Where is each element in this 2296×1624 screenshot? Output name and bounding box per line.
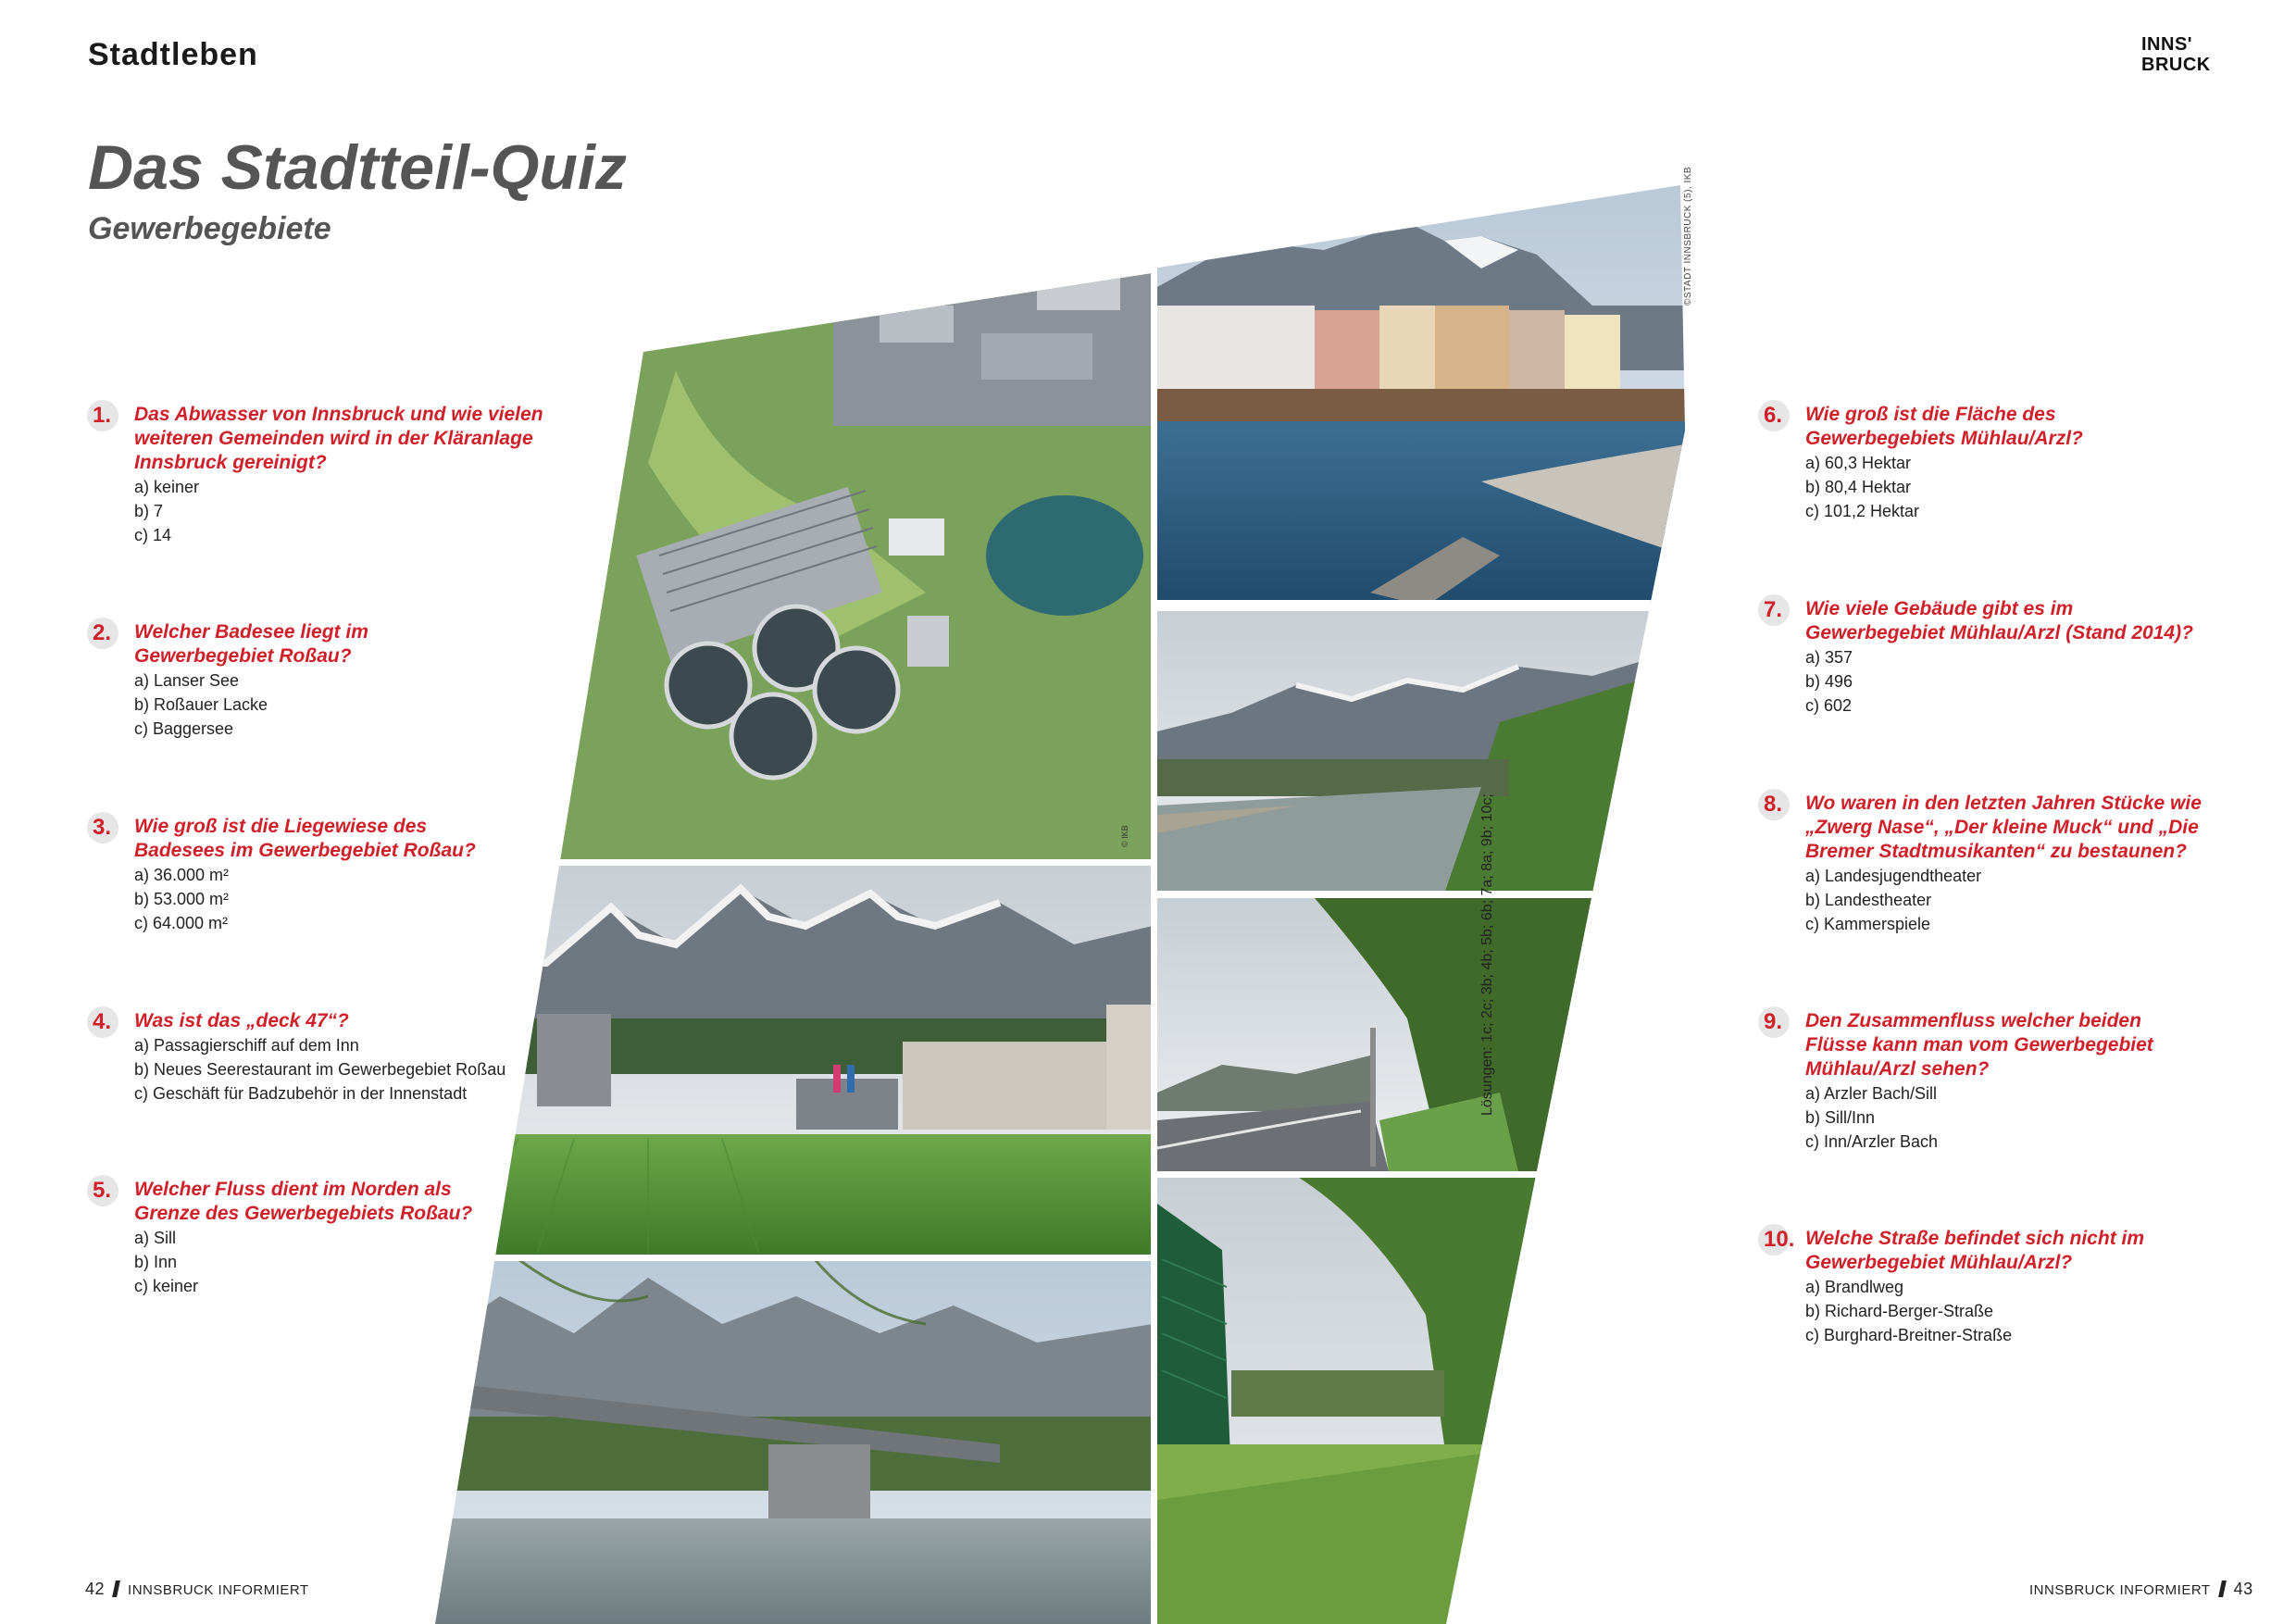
answer-option: a) Passagierschiff auf dem Inn bbox=[134, 1036, 359, 1055]
answer-option: a) Landesjugendtheater bbox=[1805, 867, 1982, 885]
answer-option: b) Neues Seerestaurant im Gewerbegebiet Roßau bbox=[134, 1060, 506, 1079]
answer-option: a) Lanser See bbox=[134, 671, 240, 690]
answer-option: b) Inn bbox=[134, 1253, 178, 1271]
question-number: 8. bbox=[1764, 792, 1783, 817]
answer-option: b) 7 bbox=[134, 502, 164, 520]
photo-inn-houses bbox=[1157, 185, 1685, 606]
answer-option: a) Arzler Bach/Sill bbox=[1805, 1084, 1938, 1103]
question-1 bbox=[93, 403, 555, 547]
answer-option: b) 80,4 Hektar bbox=[1805, 478, 1912, 496]
photo-road-trees bbox=[1157, 898, 1685, 1171]
answer-option: c) Inn/Arzler Bach bbox=[1805, 1132, 1939, 1151]
answer-option: a) 357 bbox=[1805, 648, 1853, 667]
answer-option: b) Richard-Berger-Straße bbox=[1805, 1302, 1994, 1320]
footer-divider bbox=[2218, 1580, 2227, 1597]
page-number-left: 42 bbox=[85, 1580, 106, 1598]
photo-bridge bbox=[417, 1259, 1153, 1624]
question-4 bbox=[93, 1009, 574, 1106]
footer-left bbox=[85, 1580, 309, 1599]
solutions: Lösungen: 1c; 2c; 3b; 4b; 5b; 6b; 7a; 8a; 9b; 10c; bbox=[1479, 793, 1495, 1116]
answer-option: a) keiner bbox=[134, 478, 200, 496]
question-text: Den Zusammenfluss welcher beiden Flüsse kann man vom Gewerbegebiet Mühlau/Arzl sehen? bbox=[1805, 1010, 2153, 1080]
question-number: 4. bbox=[93, 1009, 112, 1034]
photo-sewage-plant bbox=[417, 259, 1153, 861]
answer-option: a) 60,3 Hektar bbox=[1805, 454, 1912, 472]
question-5 bbox=[93, 1178, 481, 1298]
answer-option: b) 496 bbox=[1805, 672, 1853, 691]
publication-name-left: INNSBRUCK INFORMIERT bbox=[128, 1582, 309, 1598]
page-number-right: 43 bbox=[2233, 1580, 2253, 1598]
question-7 bbox=[1764, 597, 2208, 718]
question-number: 5. bbox=[93, 1178, 112, 1203]
question-10 bbox=[1764, 1227, 2162, 1347]
page-subtitle: Gewerbegebiete bbox=[88, 211, 331, 246]
question-number: 1. bbox=[93, 403, 112, 428]
question-text: Wie viele Gebäude gibt es im Gewerbegebiet Mühlau/Arzl (Stand 2014)? bbox=[1805, 598, 2193, 643]
answer-option: b) 53.000 m² bbox=[134, 890, 230, 908]
question-number: 2. bbox=[93, 620, 112, 645]
question-text: Welcher Fluss dient im Norden als Grenze des Gewerbegebiets Roßau? bbox=[134, 1179, 473, 1224]
section-title: Stadtleben bbox=[88, 37, 258, 72]
answer-option: c) Kammerspiele bbox=[1805, 915, 1931, 933]
answer-option: a) 36.000 m² bbox=[134, 866, 230, 884]
page-title: Das Stadtteil-Quiz bbox=[88, 132, 627, 203]
answer-option: c) keiner bbox=[134, 1277, 199, 1295]
question-text: Welcher Badesee liegt im Gewerbegebiet Roßau? bbox=[134, 621, 368, 667]
answer-option: b) Sill/Inn bbox=[1805, 1108, 1876, 1127]
photo-credit-ikb: © IKB bbox=[1120, 825, 1129, 847]
answer-option: b) Landestheater bbox=[1805, 891, 1932, 909]
question-2 bbox=[93, 620, 444, 741]
photo-credit: ©STADT INNSBRUCK (5), IKB bbox=[1683, 166, 1693, 306]
question-9 bbox=[1764, 1009, 2162, 1154]
question-number: 7. bbox=[1764, 597, 1783, 622]
answer-option: a) Brandlweg bbox=[1805, 1278, 1904, 1296]
photo-river-valley bbox=[1157, 611, 1685, 893]
question-text: Wie groß ist die Liegewiese des Badesees im Gewerbegebiet Roßau? bbox=[134, 816, 476, 861]
question-text: Wo waren in den letzten Jahren Stücke wie „Zwerg Nase“, „Der kleine Muck“ und „Die Bremer Stadtmusikanten“ zu bestaunen? bbox=[1805, 793, 2202, 862]
question-number: 10. bbox=[1764, 1227, 1795, 1252]
question-8 bbox=[1764, 792, 2236, 936]
publication-name-right: INNSBRUCK INFORMIERT bbox=[2029, 1582, 2211, 1598]
question-text: Das Abwasser von Innsbruck und wie vielen weiteren Gemeinden wird in der Kläranlage Innsbruck gereinigt? bbox=[134, 404, 543, 473]
answer-option: c) Burghard-Breitner-Straße bbox=[1805, 1326, 2013, 1344]
footer-divider bbox=[112, 1580, 120, 1597]
question-number: 6. bbox=[1764, 403, 1783, 428]
question-text: Wie groß ist die Fläche des Gewerbegebiets Mühlau/Arzl? bbox=[1805, 404, 2083, 449]
question-3 bbox=[93, 815, 481, 935]
question-number: 9. bbox=[1764, 1009, 1783, 1034]
answer-option: c) 64.000 m² bbox=[134, 914, 229, 932]
photo-modern-building bbox=[1157, 1176, 1685, 1624]
answer-option: c) 14 bbox=[134, 526, 172, 544]
logo-line-2: BRUCK bbox=[2141, 55, 2211, 75]
question-text: Was ist das „deck 47“? bbox=[134, 1010, 349, 1031]
logo-line-1: INNS' bbox=[2141, 34, 2193, 55]
footer-right bbox=[2029, 1580, 2253, 1599]
question-number: 3. bbox=[93, 815, 112, 840]
answer-option: b) Roßauer Lacke bbox=[134, 695, 268, 714]
answer-option: c) Geschäft für Badzubehör in der Innenstadt bbox=[134, 1084, 468, 1103]
answer-option: a) Sill bbox=[134, 1229, 177, 1247]
question-text: Welche Straße befindet sich nicht im Gewerbegebiet Mühlau/Arzl? bbox=[1805, 1228, 2145, 1273]
answer-option: c) 101,2 Hektar bbox=[1805, 502, 1920, 520]
answer-option: c) Baggersee bbox=[134, 719, 234, 738]
question-6 bbox=[1764, 403, 2162, 523]
answer-option: c) 602 bbox=[1805, 696, 1853, 715]
